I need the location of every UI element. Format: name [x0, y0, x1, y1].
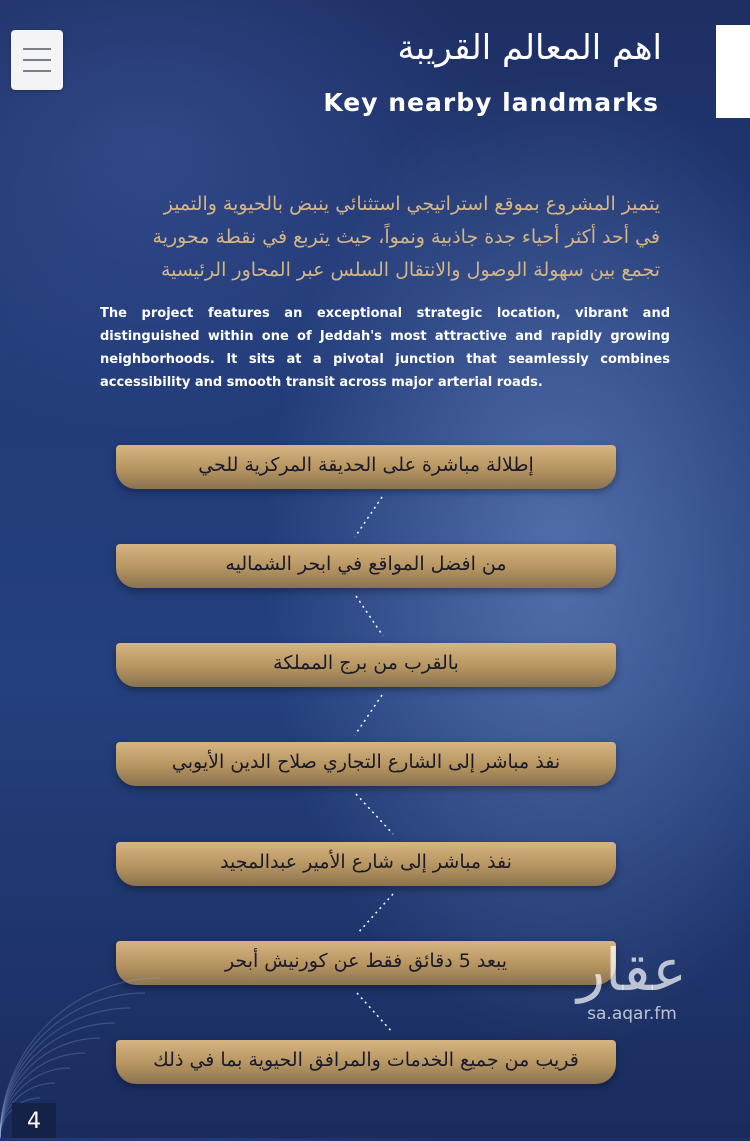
connector-line [357, 894, 393, 934]
connector-line [356, 596, 383, 636]
page-number: 4 [12, 1103, 56, 1138]
watermark-logo: عقار [577, 936, 687, 1004]
landmark-item: قريب من جميع الخدمات والمرافق الحيوية بما في ذلك [116, 1040, 616, 1084]
connector-line [355, 695, 382, 735]
intro-line: يتميز المشروع بموقع استراتيجي استثنائي ينبض بالحيوية والتميز [163, 193, 660, 215]
page-title-ar: اهم المعالم القريبة [397, 28, 662, 68]
aqar-watermark [572, 936, 692, 1024]
landmark-item: إطلالة مباشرة على الحديقة المركزية للحي [116, 445, 616, 489]
landmark-item: من افضل المواقع في ابحر الشماليه [116, 544, 616, 588]
landmark-item: بالقرب من برج المملكة [116, 643, 616, 687]
intro-line: في أحد أكثر أحياء جدة جاذبية ونمواً، حيث يتربع في نقطة محورية [152, 226, 660, 248]
intro-paragraph-en: The project features an exceptional strategic location, vibrant and distinguished within one of Jeddah's most attractive and rapidly growing neighborhoods. It sits at a pivotal junction that seamlessly combines accessibility and smooth transit across major arterial roads. [100, 306, 670, 390]
connector-line [357, 993, 393, 1033]
connector-line [355, 497, 382, 537]
intro-line: تجمع بين سهولة الوصول والانتقال السلس عبر المحاور الرئيسية [160, 259, 660, 281]
page-title-en: Key nearby landmarks [323, 88, 659, 117]
landmark-item: نفذ مباشر إلى الشارع التجاري صلاح الدين الأيوبي [116, 742, 616, 786]
watermark-url: sa.aqar.fm [587, 1004, 677, 1024]
landmark-item: يبعد 5 دقائق فقط عن كورنيش أبحر [116, 941, 616, 985]
connector-line [356, 794, 393, 834]
landmark-item: نفذ مباشر إلى شارع الأمير عبدالمجيد [116, 842, 616, 886]
